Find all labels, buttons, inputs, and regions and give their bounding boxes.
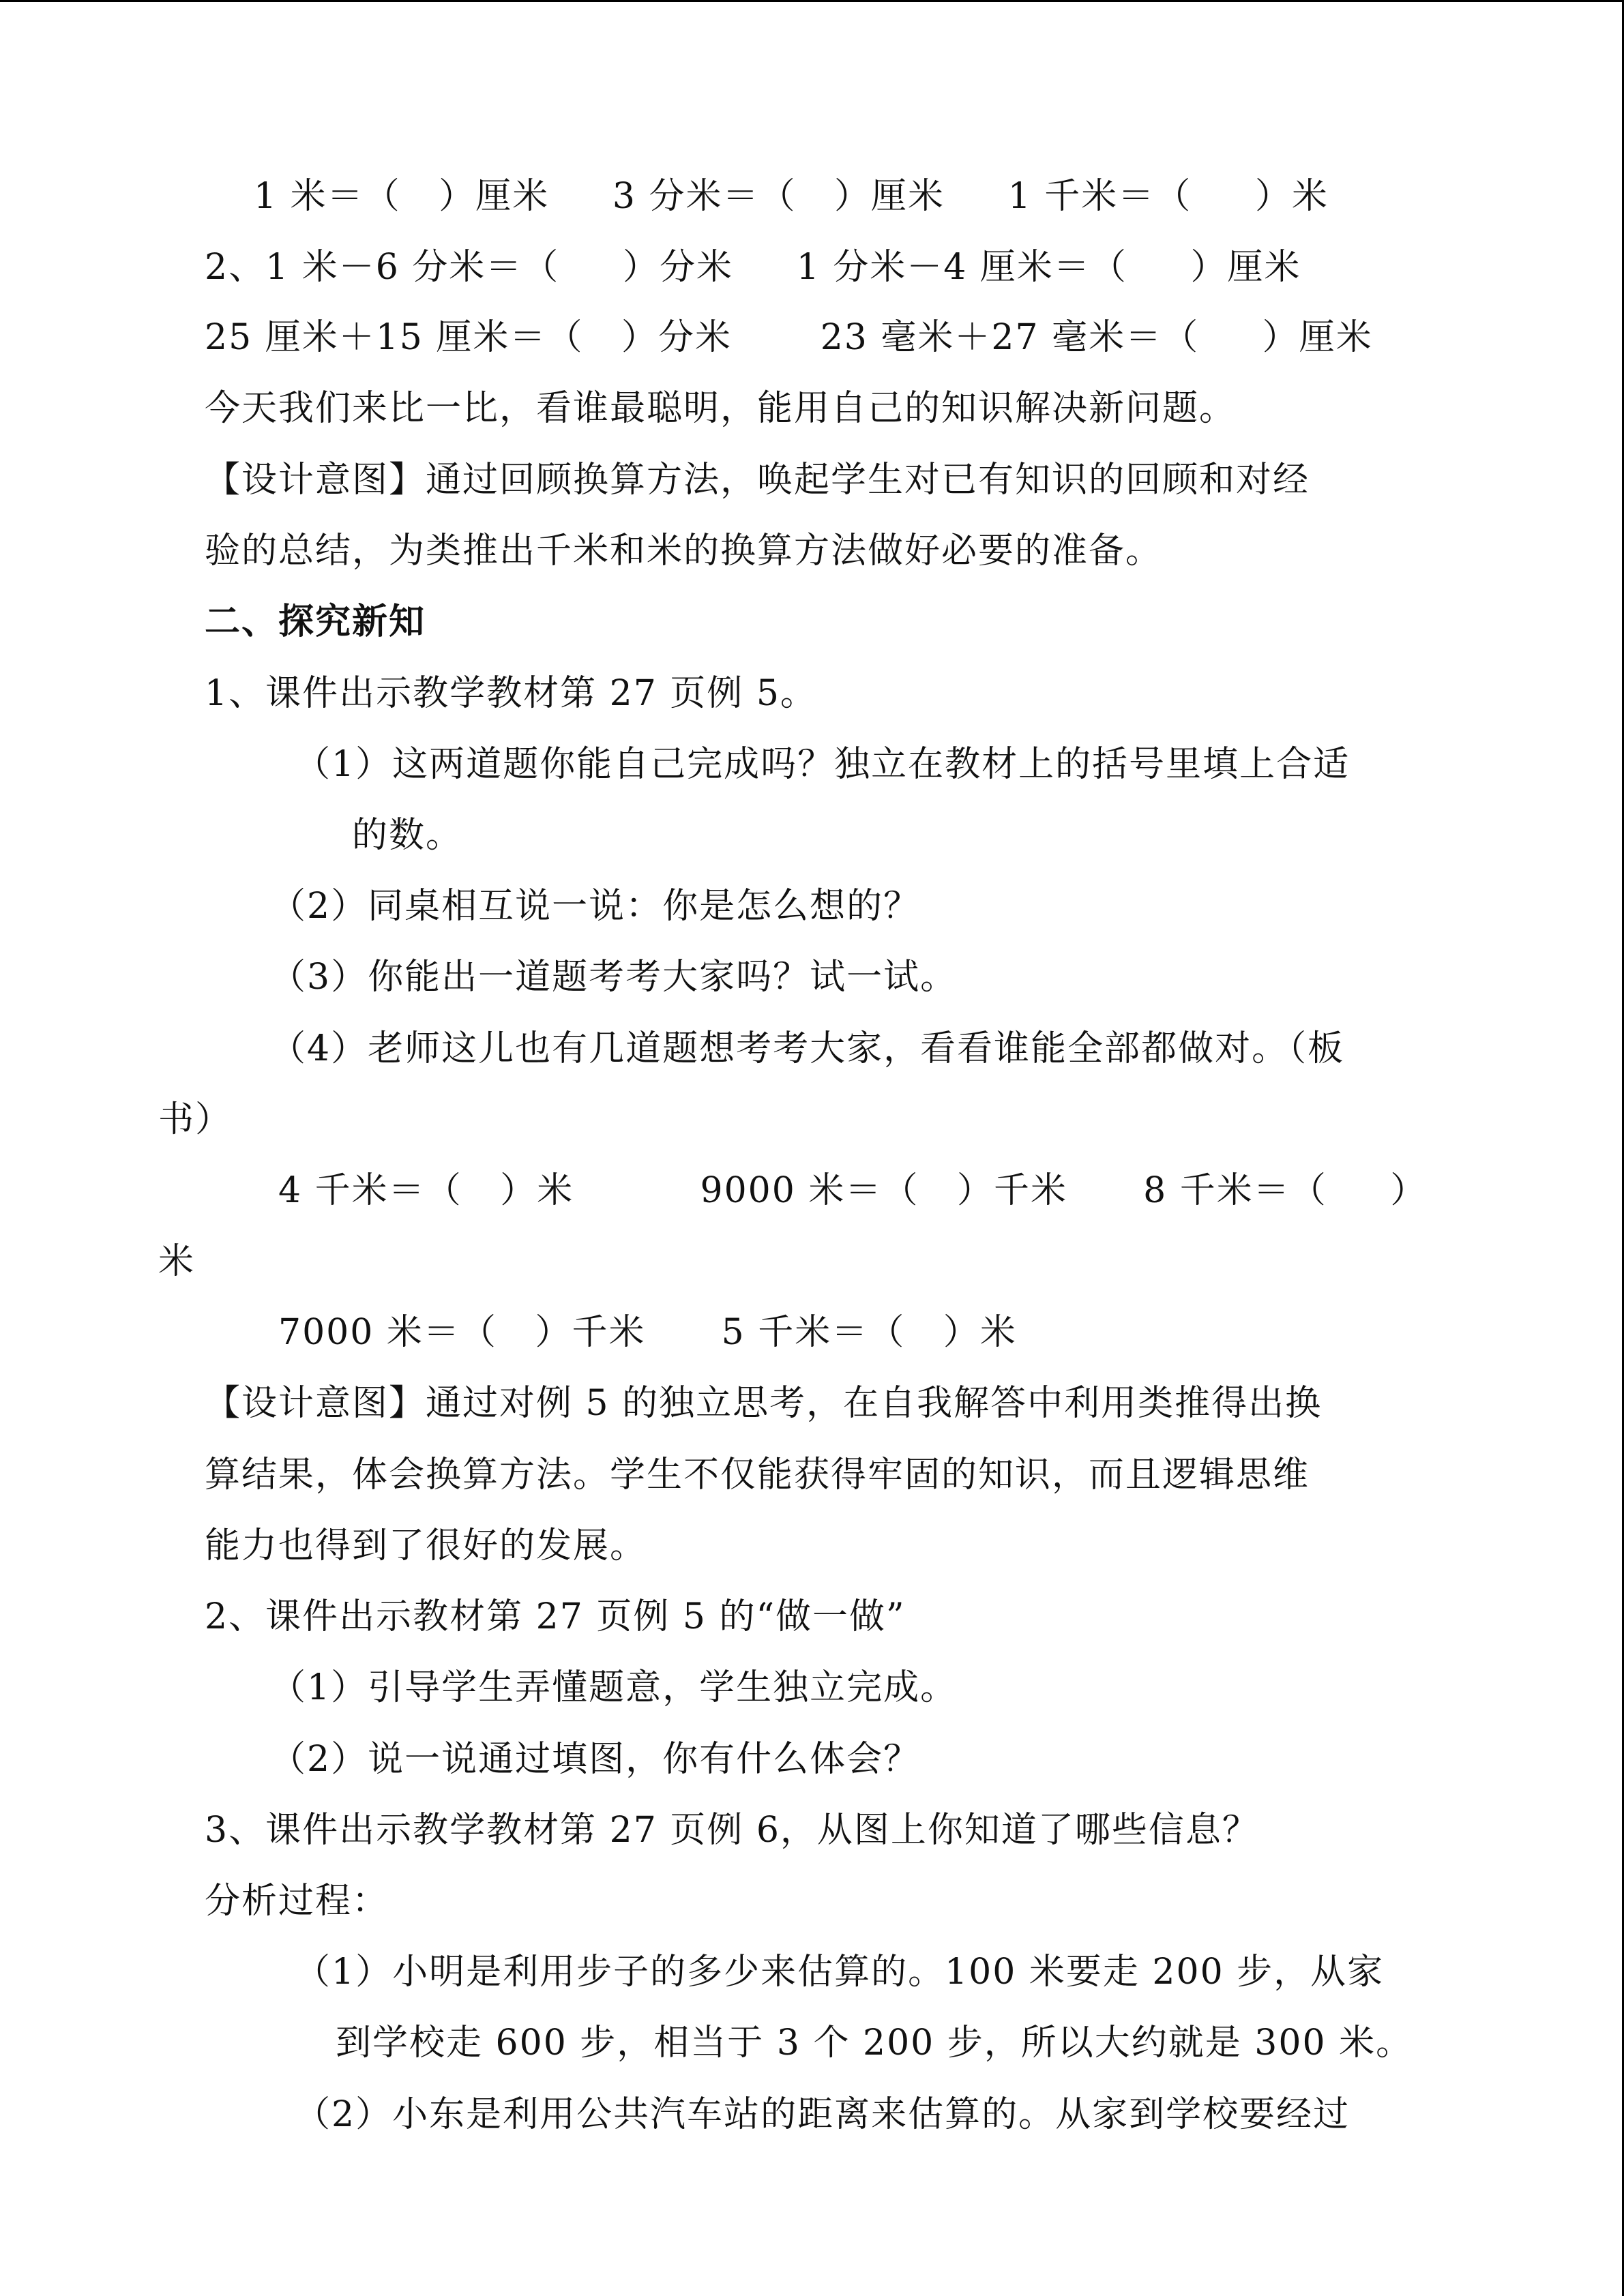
text-line: 分析过程： [205,1881,389,1922]
text-line: 今天我们来比一比，看谁最聪明，能用自己的知识解决新问题。 [205,388,1237,429]
text-line: 4 千米＝（ ）米 9000 米＝（ ）千米 8 千米＝（ ） [278,1170,1428,1211]
text-line: 2、1 米－6 分米＝（ ）分米 1 分米－4 厘米＝（ ）厘米 [205,247,1301,288]
text-line: 3、课件出示教学教材第 27 页例 6，从图上你知道了哪些信息？ [205,1810,1259,1851]
text-line: （4）老师这儿也有几道题想考考大家，看看谁能全部都做对。（板 [270,1028,1345,1069]
text-line: 书） [158,1099,233,1140]
text-line: 1、课件出示教学教材第 27 页例 5。 [205,673,817,714]
text-line: 2、课件出示教材第 27 页例 5 的“做一做” [205,1596,906,1637]
page-border-top [0,0,1624,2]
text-line: 到学校走 600 步，相当于 3 个 200 步，所以大约就是 300 米。 [336,2023,1413,2063]
text-line: （2）说一说通过填图，你有什么体会？ [270,1739,921,1780]
text-line: 算结果，体会换算方法。学生不仅能获得牢固的知识，而且逻辑思维 [205,1455,1310,1495]
section-heading: 二、探究新知 [205,601,426,642]
text-line: （1）这两道题你能自己完成吗？独立在教材上的括号里填上合适 [295,744,1350,785]
text-line: 验的总结，为类推出千米和米的换算方法做好必要的准备。 [205,531,1163,571]
text-line: 1 米＝（ ）厘米 3 分米＝（ ）厘米 1 千米＝（ ）米 [254,176,1329,217]
text-line: 【设计意图】通过回顾换算方法，唤起学生对已有知识的回顾和对经 [205,460,1310,501]
text-line: （2）小东是利用公共汽车站的距离来估算的。从家到学校要经过 [295,2094,1350,2135]
text-line: 能力也得到了很好的发展。 [205,1525,647,1566]
text-line: 7000 米＝（ ）千米 5 千米＝（ ）米 [278,1312,1017,1353]
text-line: 的数。 [352,815,463,856]
text-line: 【设计意图】通过对例 5 的独立思考，在自我解答中利用类推得出换 [205,1383,1323,1424]
text-line: （2）同桌相互说一说：你是怎么想的？ [270,886,921,927]
text-line: （1）引导学生弄懂题意，学生独立完成。 [270,1667,958,1708]
text-line: （3）你能出一道题考考大家吗？试一试。 [270,957,958,998]
text-line: （1）小明是利用步子的多少来估算的。100 米要走 200 步，从家 [295,1952,1385,1993]
text-line: 米 [158,1241,196,1282]
text-line: 25 厘米＋15 厘米＝（ ）分米 23 毫米＋27 毫米＝（ ）厘米 [205,317,1373,358]
